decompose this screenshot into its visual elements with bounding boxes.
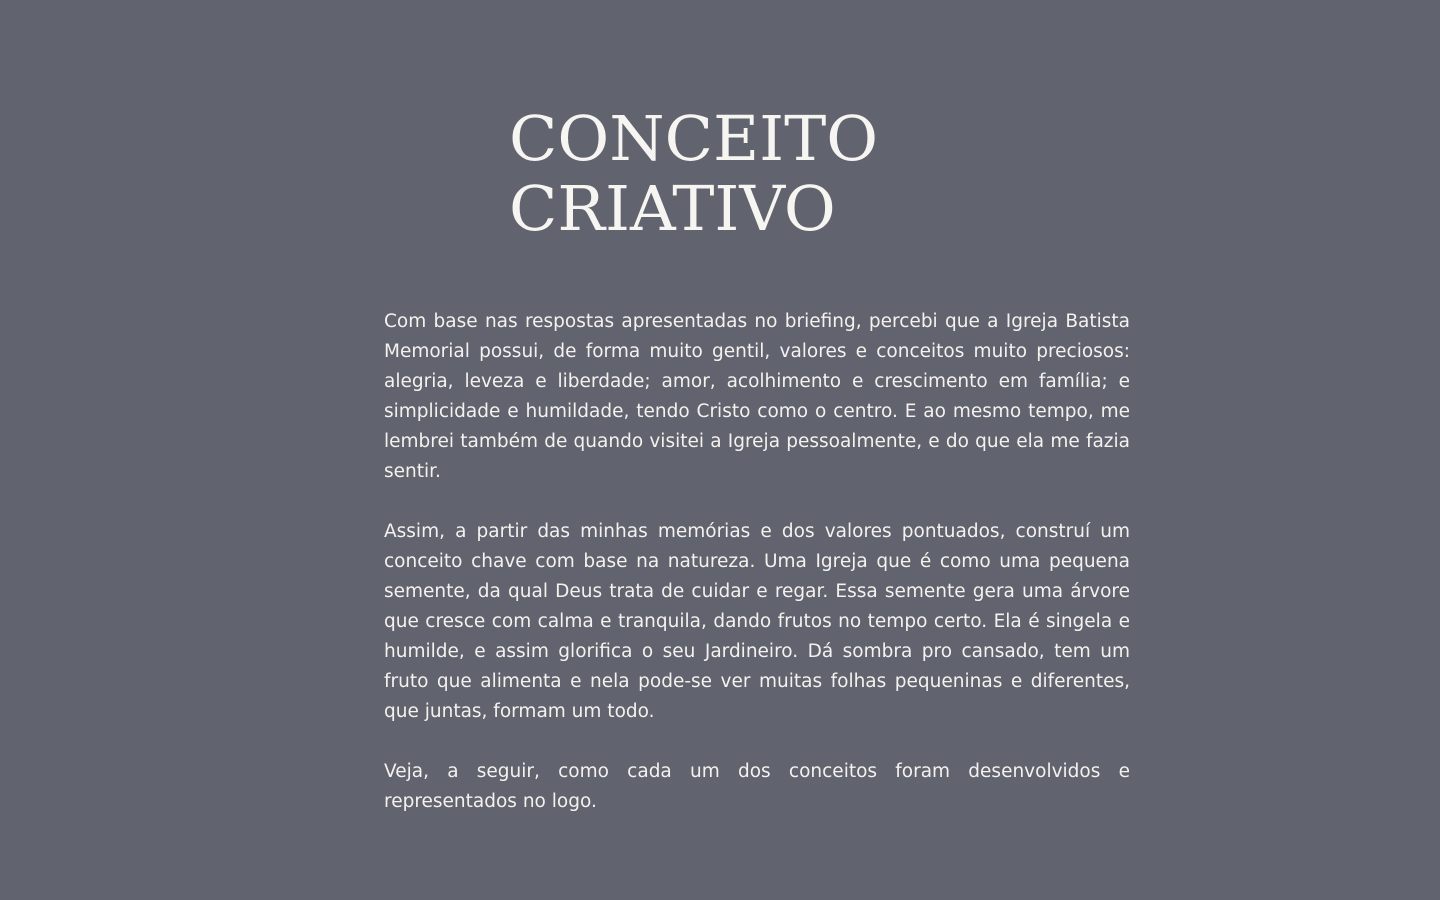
title-line-2: CRIATIVO <box>509 172 836 245</box>
page-title <box>509 104 999 244</box>
title-line-1: CONCEITO <box>509 102 879 175</box>
paragraph-key-concept: Assim, a partir das minhas memórias e dos valores pontuados, construí um conceito chave com base na natureza. Uma Igreja que é como uma pequena semente, da qual Deus trata de cuidar e regar. Essa semente gera uma árvore que cresce com calma e tranquila, dando frutos no tempo certo. Ela é singela e humilde, e assim glorifica o seu Jardineiro. Dá sombra pro cansado, tem um fruto que alimenta e nela pode-se ver muitas folhas pequeninas e diferentes, que juntas, formam um todo. <box>384 521 1130 722</box>
paragraph-next-steps: Veja, a seguir, como cada um dos conceitos foram desenvolvidos e representados no logo. <box>384 761 1130 812</box>
paragraph-briefing: Com base nas respostas apresentadas no briefing, percebi que a Igreja Batista Memorial possui, de forma muito gentil, valores e conceitos muito preciosos: alegria, leveza e liberdade; amor, acolhimento e crescimento em família; e simplicidade e humildade, tendo Cristo como o centro. E ao mesmo tempo, me lembrei também de quando visitei a Igreja pessoalmente, e do que ela me fazia sentir. <box>384 311 1130 482</box>
concept-description <box>384 307 1130 817</box>
